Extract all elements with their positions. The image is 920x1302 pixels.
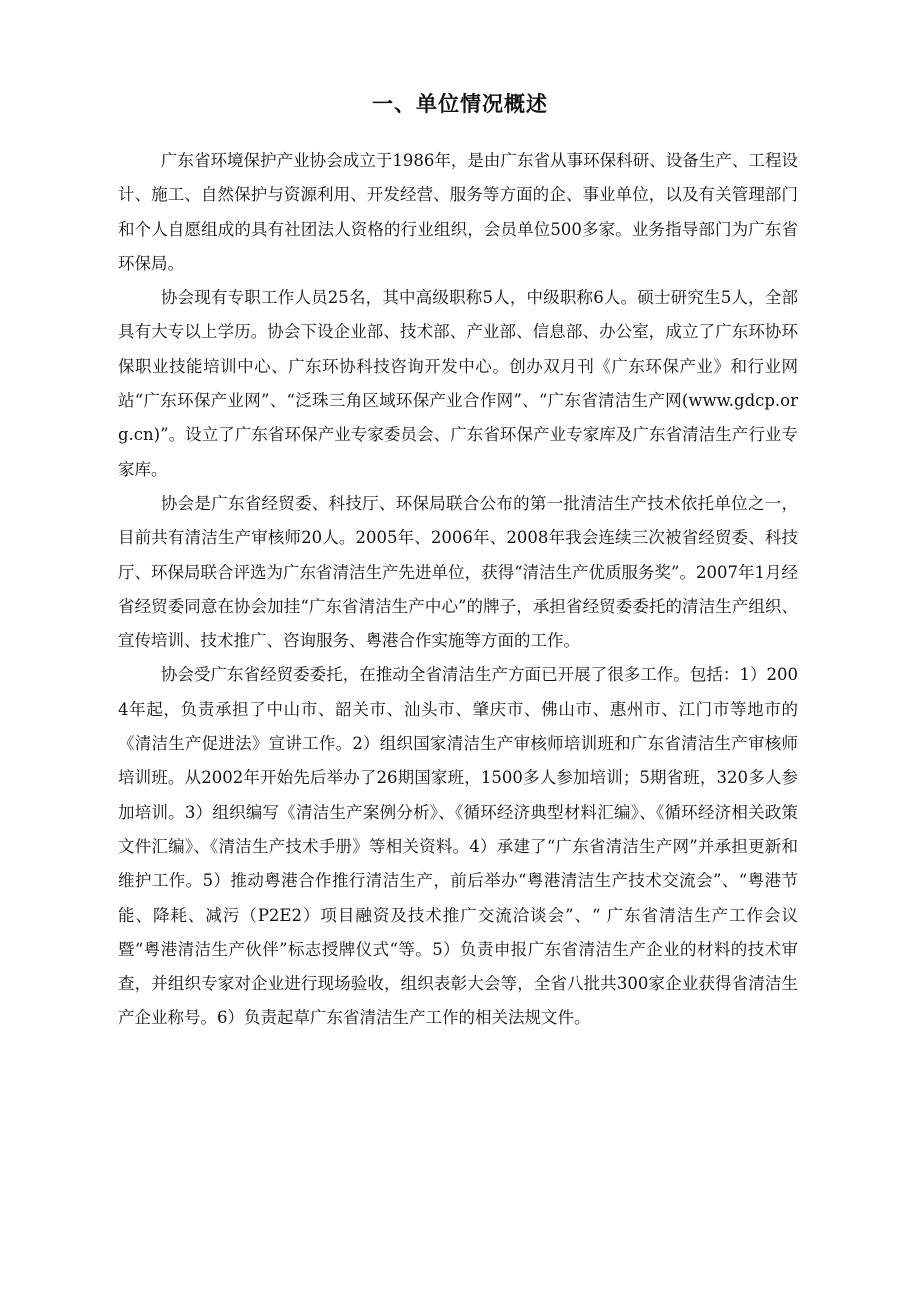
paragraph-work-items: 协会受广东省经贸委委托，在推动全省清洁生产方面已开展了很多工作。包括：1）2004年起，负责承担了中山市、韶关市、汕头市、肇庆市、佛山市、惠州市、江门市等地市的《清洁生产促进法》宣讲工作。2）组织国家清洁生产审核师培训班和广东省清洁生产审核师培训班。从2002年开始先后举办了26期国家班，1500多人参加培训；5期省班，320多人参加培训。3）组织编写《清洁生产案例分析》、《循环经济典型材料汇编》、《循环经济相关政策文件汇编》、《清洁生产技术手册》等相关资料。4）承建了“广东省清洁生产网”并承担更新和维护工作。5）推动粤港合作推行清洁生产，前后举办“粤港清洁生产技术交流会”、“粤港节能、降耗、减污（P2E2）项目融资及技术推广交流洽谈会”、“ 广东省清洁生产工作会议暨“粤港清洁生产伙伴”标志授牌仪式“等。5）负责申报广东省清洁生产企业的材料的技术审查，并组织专家对企业进行现场验收，组织表彰大会等，全省八批共300家企业获得省清洁生产企业称号。6）负责起草广东省清洁生产工作的相关法规文件。 [118,665,798,1028]
paragraph-overview: 广东省环境保护产业协会成立于1986年，是由广东省从事环保科研、设备生产、工程设计、施工、自然保护与资源利用、开发经营、服务等方面的企、事业单位，以及有关管理部门和个人自愿组成的具有社团法人资格的行业组织，会员单位500多家。业务指导部门为广东省环保局。 [118,151,798,273]
section-title: 一、单位情况概述 [372,92,548,116]
document-body [118,144,798,1036]
paragraph-staff: 协会现有专职工作人员25名，其中高级职称5人，中级职称6人。硕士研究生5人，全部具有大专以上学历。协会下设企业部、技术部、产业部、信息部、办公室，成立了广东环协环保职业技能培训中心、广东环协科技咨询开发中心。创办双月刊《广东环保产业》和行业网站“广东环保产业网”、“泛珠三角区域环保产业合作网”、“广东省清洁生产网(www.gdcp.org.cn)”。设立了广东省环保产业专家委员会、广东省环保产业专家库及广东省清洁生产行业专家库。 [118,288,798,479]
paragraph-cleaner-production-unit: 协会是广东省经贸委、科技厅、环保局联合公布的第一批清洁生产技术依托单位之一，目前共有清洁生产审核师20人。2005年、2006年、2008年我会连续三次被省经贸委、科技厅、环保局联合评选为广东省清洁生产先进单位，获得“清洁生产优质服务奖”。2007年1月经省经贸委同意在协会加挂“广东省清洁生产中心”的牌子，承担省经贸委委托的清洁生产组织、宣传培训、技术推广、咨询服务、粤港合作实施等方面的工作。 [118,493,798,651]
